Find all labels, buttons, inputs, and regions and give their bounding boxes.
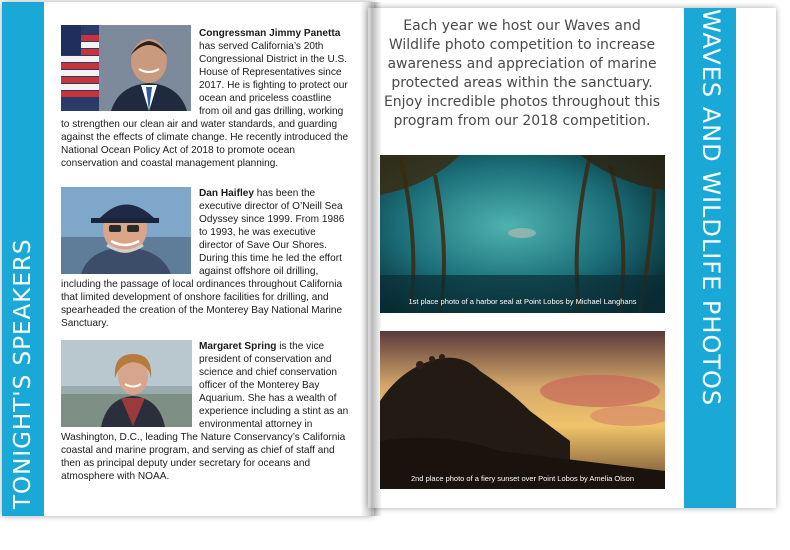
- wrap-spacer: [61, 27, 199, 115]
- photo-caption-1: 1st place photo of a harbor seal at Point Lobos by Michael Langhans: [408, 297, 637, 306]
- speaker-2-text: [61, 187, 351, 327]
- speaker-1-text: [61, 27, 351, 177]
- winning-photo-sunset: [380, 331, 665, 489]
- photo-competition-intro: Each year we host our Waves and Wildlife photo competition to increase awareness and appreciation of marine protected areas within the sanctuary. Enjoy incredible photos throughout this program from our 2018 competition.: [383, 18, 661, 129]
- wrap-spacer: [61, 340, 199, 428]
- speaker-2-name: Dan Haifley: [199, 188, 254, 199]
- speaker-3-name: Margaret Spring: [199, 341, 277, 352]
- wrap-spacer: [61, 187, 199, 275]
- section-title-photos: WAVES AND WILDLIFE PHOTOS: [697, 9, 725, 407]
- speaker-3-text: [61, 340, 351, 490]
- speaker-2-bio: has been the executive director of O’Neill Sea Odyssey since 1999. From 1986 to 1993, he was executive director of Save Our Shores. During this time he led the effort against offshore oil drilling, including the passage of local ordinances throughout California that limited development of onshore facilities for drilling, and spearheaded the creation of the Monterey Bay National Marine Sanctuary.: [61, 188, 345, 329]
- speaker-1-bio: has served California’s 20th Congressional District in the U.S. House of Representatives since 2017. He is fighting to protect our ocean and priceless coastline from oil and gas drilling, working to strengthen our clean air and water standards, and guarding against the effects of climate change. He recently introduced the National Ocean Policy Act of 2018 to promote ocean conservation and coastal management planning.: [61, 41, 349, 169]
- winning-photo-harbor-seal: [380, 155, 665, 313]
- section-title-speakers: TONIGHT'S SPEAKERS: [10, 238, 36, 509]
- photo-caption-2: 2nd place photo of a fiery sunset over Point Lobos by Amelia Olson: [410, 474, 635, 483]
- speaker-3-bio: is the vice president of conservation and science and chief conservation officer of the Monterey Bay Aquarium. She has a wealth of experience including a stint as an environmental attorney in Washington, D.C., leading The Nature Conservancy’s California coastal and marine program, and serving as chief of staff and then as principal deputy under secretary for oceans and atmosphere with NOAA.: [61, 341, 349, 482]
- speaker-1-name: Congressman Jimmy Panetta: [199, 28, 341, 39]
